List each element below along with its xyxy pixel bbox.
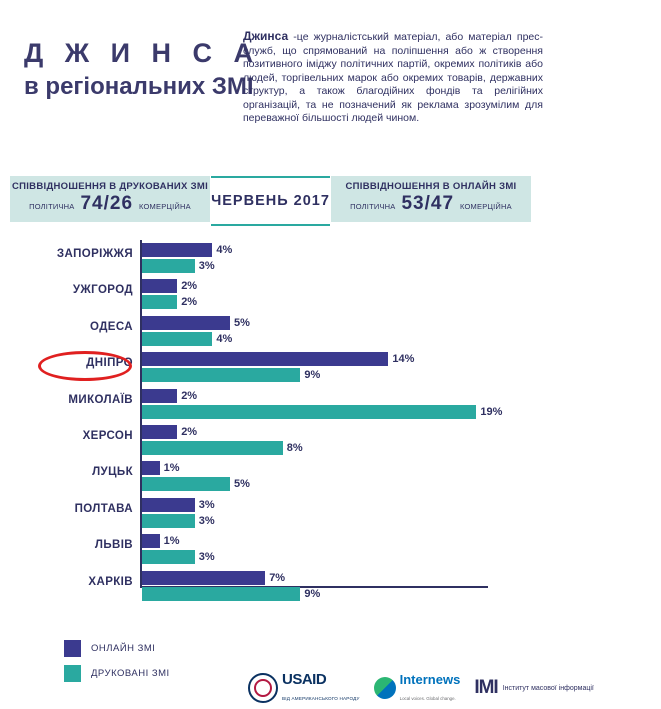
internews-globe-icon — [374, 677, 396, 699]
bar-group — [142, 514, 661, 528]
print-ratio-title: СПІВВІДНОШЕННЯ В ДРУКОВАНИХ ЗМІ — [11, 181, 209, 192]
online-ratio-title: СПІВВІДНОШЕННЯ В ОНЛАЙН ЗМІ — [345, 181, 517, 192]
header — [0, 0, 661, 160]
bar-value-label: 5% — [234, 316, 250, 329]
bar-print — [142, 295, 177, 309]
bar-value-label: 3% — [198, 498, 215, 511]
chart-bars — [142, 571, 661, 603]
chart-bars — [142, 316, 661, 348]
print-ratio-block — [10, 176, 210, 222]
bar-value-label: 19% — [480, 405, 503, 418]
bar-print — [142, 441, 283, 455]
chart-category-label: ДНІПРО — [86, 357, 133, 370]
bar-group — [142, 477, 661, 491]
chart-bars — [142, 534, 661, 566]
bar-online — [142, 425, 177, 439]
bar-group — [142, 498, 661, 512]
imi-name: Інститут масової інформації — [502, 684, 594, 692]
chart-bars — [142, 243, 661, 275]
chart-bars — [142, 425, 661, 457]
page-title — [24, 38, 261, 101]
internews-wordmark: Internews — [399, 672, 461, 687]
chart-bars — [142, 498, 661, 530]
chart-row — [0, 386, 661, 422]
bar-online — [142, 534, 160, 548]
imi-logo — [474, 677, 594, 699]
ratio-banner — [0, 166, 661, 228]
bar-value-label: 7% — [269, 571, 286, 584]
legend-item-online — [64, 640, 170, 657]
chart-bars — [142, 461, 661, 493]
chart-row — [0, 568, 661, 604]
online-ratio-value: 53/47 — [401, 193, 455, 214]
chart-row — [0, 458, 661, 494]
bar-online — [142, 461, 160, 475]
chart-row — [0, 240, 661, 276]
intro-body: -це журналістський матеріал, або матеріал прес-служб, що спрямований на поліпшення або ж створення позитивного іміджу політичних партій, окремих політиків або людей, торгівельних марок або окремих товарів, державних структур, а також благодійних фондів та релігійних організацій, та не позначений як реклама зрозумілим для переважної більшості людей чином. — [243, 31, 543, 124]
internews-logo — [374, 672, 461, 704]
bar-online — [142, 389, 177, 403]
intro-paragraph — [243, 30, 543, 126]
bar-group — [142, 461, 661, 475]
usaid-tagline: ВІД АМЕРИКАНСЬКОГО НАРОДУ — [282, 696, 360, 701]
chart-row — [0, 422, 661, 458]
chart-category-label: МИКОЛАЇВ — [68, 393, 133, 406]
bar-group — [142, 259, 661, 273]
chart-bars — [142, 279, 661, 311]
bar-value-label: 9% — [304, 587, 321, 600]
bar-group — [142, 571, 661, 585]
bar-group — [142, 295, 661, 309]
period-label: ЧЕРВЕНЬ 2017 — [211, 176, 330, 226]
chart-legend — [64, 640, 170, 690]
online-ratio-commercial-label: КОМЕРЦІЙНА — [460, 202, 512, 211]
chart-row — [0, 349, 661, 385]
bar-group — [142, 550, 661, 564]
bar-print — [142, 550, 195, 564]
bar-value-label: 9% — [304, 369, 321, 382]
usaid-logo — [248, 672, 360, 704]
bar-group — [142, 534, 661, 548]
chart-row — [0, 313, 661, 349]
bar-print — [142, 477, 230, 491]
bar-value-label: 14% — [392, 353, 415, 366]
print-ratio-commercial-label: КОМЕРЦІЙНА — [139, 202, 191, 211]
title-line-2: в регіональних ЗМІ — [24, 73, 254, 100]
legend-swatch-print-icon — [64, 665, 81, 682]
bar-value-label: 2% — [181, 280, 198, 293]
bar-value-label: 1% — [163, 535, 180, 548]
chart-row — [0, 495, 661, 531]
print-ratio-value: 74/26 — [80, 193, 134, 214]
chart-rows — [0, 240, 661, 604]
bar-print — [142, 514, 195, 528]
legend-swatch-online-icon — [64, 640, 81, 657]
chart-category-label: ОДЕСА — [90, 320, 133, 333]
usaid-seal-icon — [248, 673, 278, 703]
bar-value-label: 4% — [216, 332, 233, 345]
bar-online — [142, 316, 230, 330]
online-ratio-political-label: ПОЛІТИЧНА — [350, 202, 396, 211]
chart-bars — [142, 389, 661, 421]
bar-group — [142, 405, 661, 419]
chart-row — [0, 531, 661, 567]
chart-row — [0, 276, 661, 312]
bar-value-label: 3% — [198, 260, 215, 272]
bar-chart — [0, 240, 661, 605]
bar-online — [142, 498, 195, 512]
bar-group — [142, 243, 661, 257]
bar-online — [142, 352, 388, 366]
legend-label-online: ОНЛАЙН ЗМІ — [91, 643, 156, 654]
bar-print — [142, 368, 300, 382]
bar-print — [142, 587, 300, 601]
bar-value-label: 3% — [198, 514, 215, 527]
bar-print — [142, 405, 476, 419]
footer-logos — [248, 672, 594, 704]
bar-value-label: 3% — [198, 551, 215, 564]
chart-category-label: ЛУЦЬК — [92, 466, 133, 479]
bar-group — [142, 332, 661, 346]
online-ratio-block — [331, 176, 531, 222]
bar-group — [142, 425, 661, 439]
bar-group — [142, 441, 661, 455]
bar-print — [142, 332, 212, 346]
bar-online — [142, 571, 265, 585]
internews-tagline: Local voices. Global change. — [399, 696, 456, 701]
bar-group — [142, 368, 661, 382]
bar-online — [142, 243, 212, 257]
chart-category-label: ХАРКІВ — [88, 575, 133, 588]
intro-lead-word: Джинса — [243, 29, 289, 43]
chart-bars — [142, 352, 661, 384]
chart-category-label: ПОЛТАВА — [74, 502, 133, 515]
bar-online — [142, 279, 177, 293]
bar-group — [142, 316, 661, 330]
bar-group — [142, 279, 661, 293]
bar-value-label: 8% — [286, 441, 303, 454]
chart-category-label: ЗАПОРІЖЖЯ — [56, 248, 133, 260]
print-ratio-political-label: ПОЛІТИЧНА — [29, 202, 75, 211]
bar-value-label: 5% — [234, 478, 250, 491]
bar-value-label: 4% — [216, 244, 233, 256]
bar-value-label: 2% — [181, 389, 198, 402]
title-line-1: Д Ж И Н С А — [24, 38, 261, 68]
chart-category-label: ЛЬВІВ — [94, 539, 133, 552]
bar-value-label: 1% — [163, 462, 180, 475]
bar-value-label: 2% — [181, 425, 198, 438]
legend-item-print — [64, 665, 170, 682]
bar-group — [142, 389, 661, 403]
bar-value-label: 2% — [181, 296, 198, 309]
chart-category-label: УЖГОРОД — [72, 284, 133, 297]
bar-print — [142, 259, 195, 273]
bar-group — [142, 352, 661, 366]
chart-category-label: ХЕРСОН — [82, 429, 133, 442]
bar-group — [142, 587, 661, 601]
imi-monogram-icon: ІМІ — [474, 677, 498, 698]
legend-label-print: ДРУКОВАНІ ЗМІ — [91, 668, 170, 679]
usaid-wordmark: USAID — [282, 671, 327, 688]
